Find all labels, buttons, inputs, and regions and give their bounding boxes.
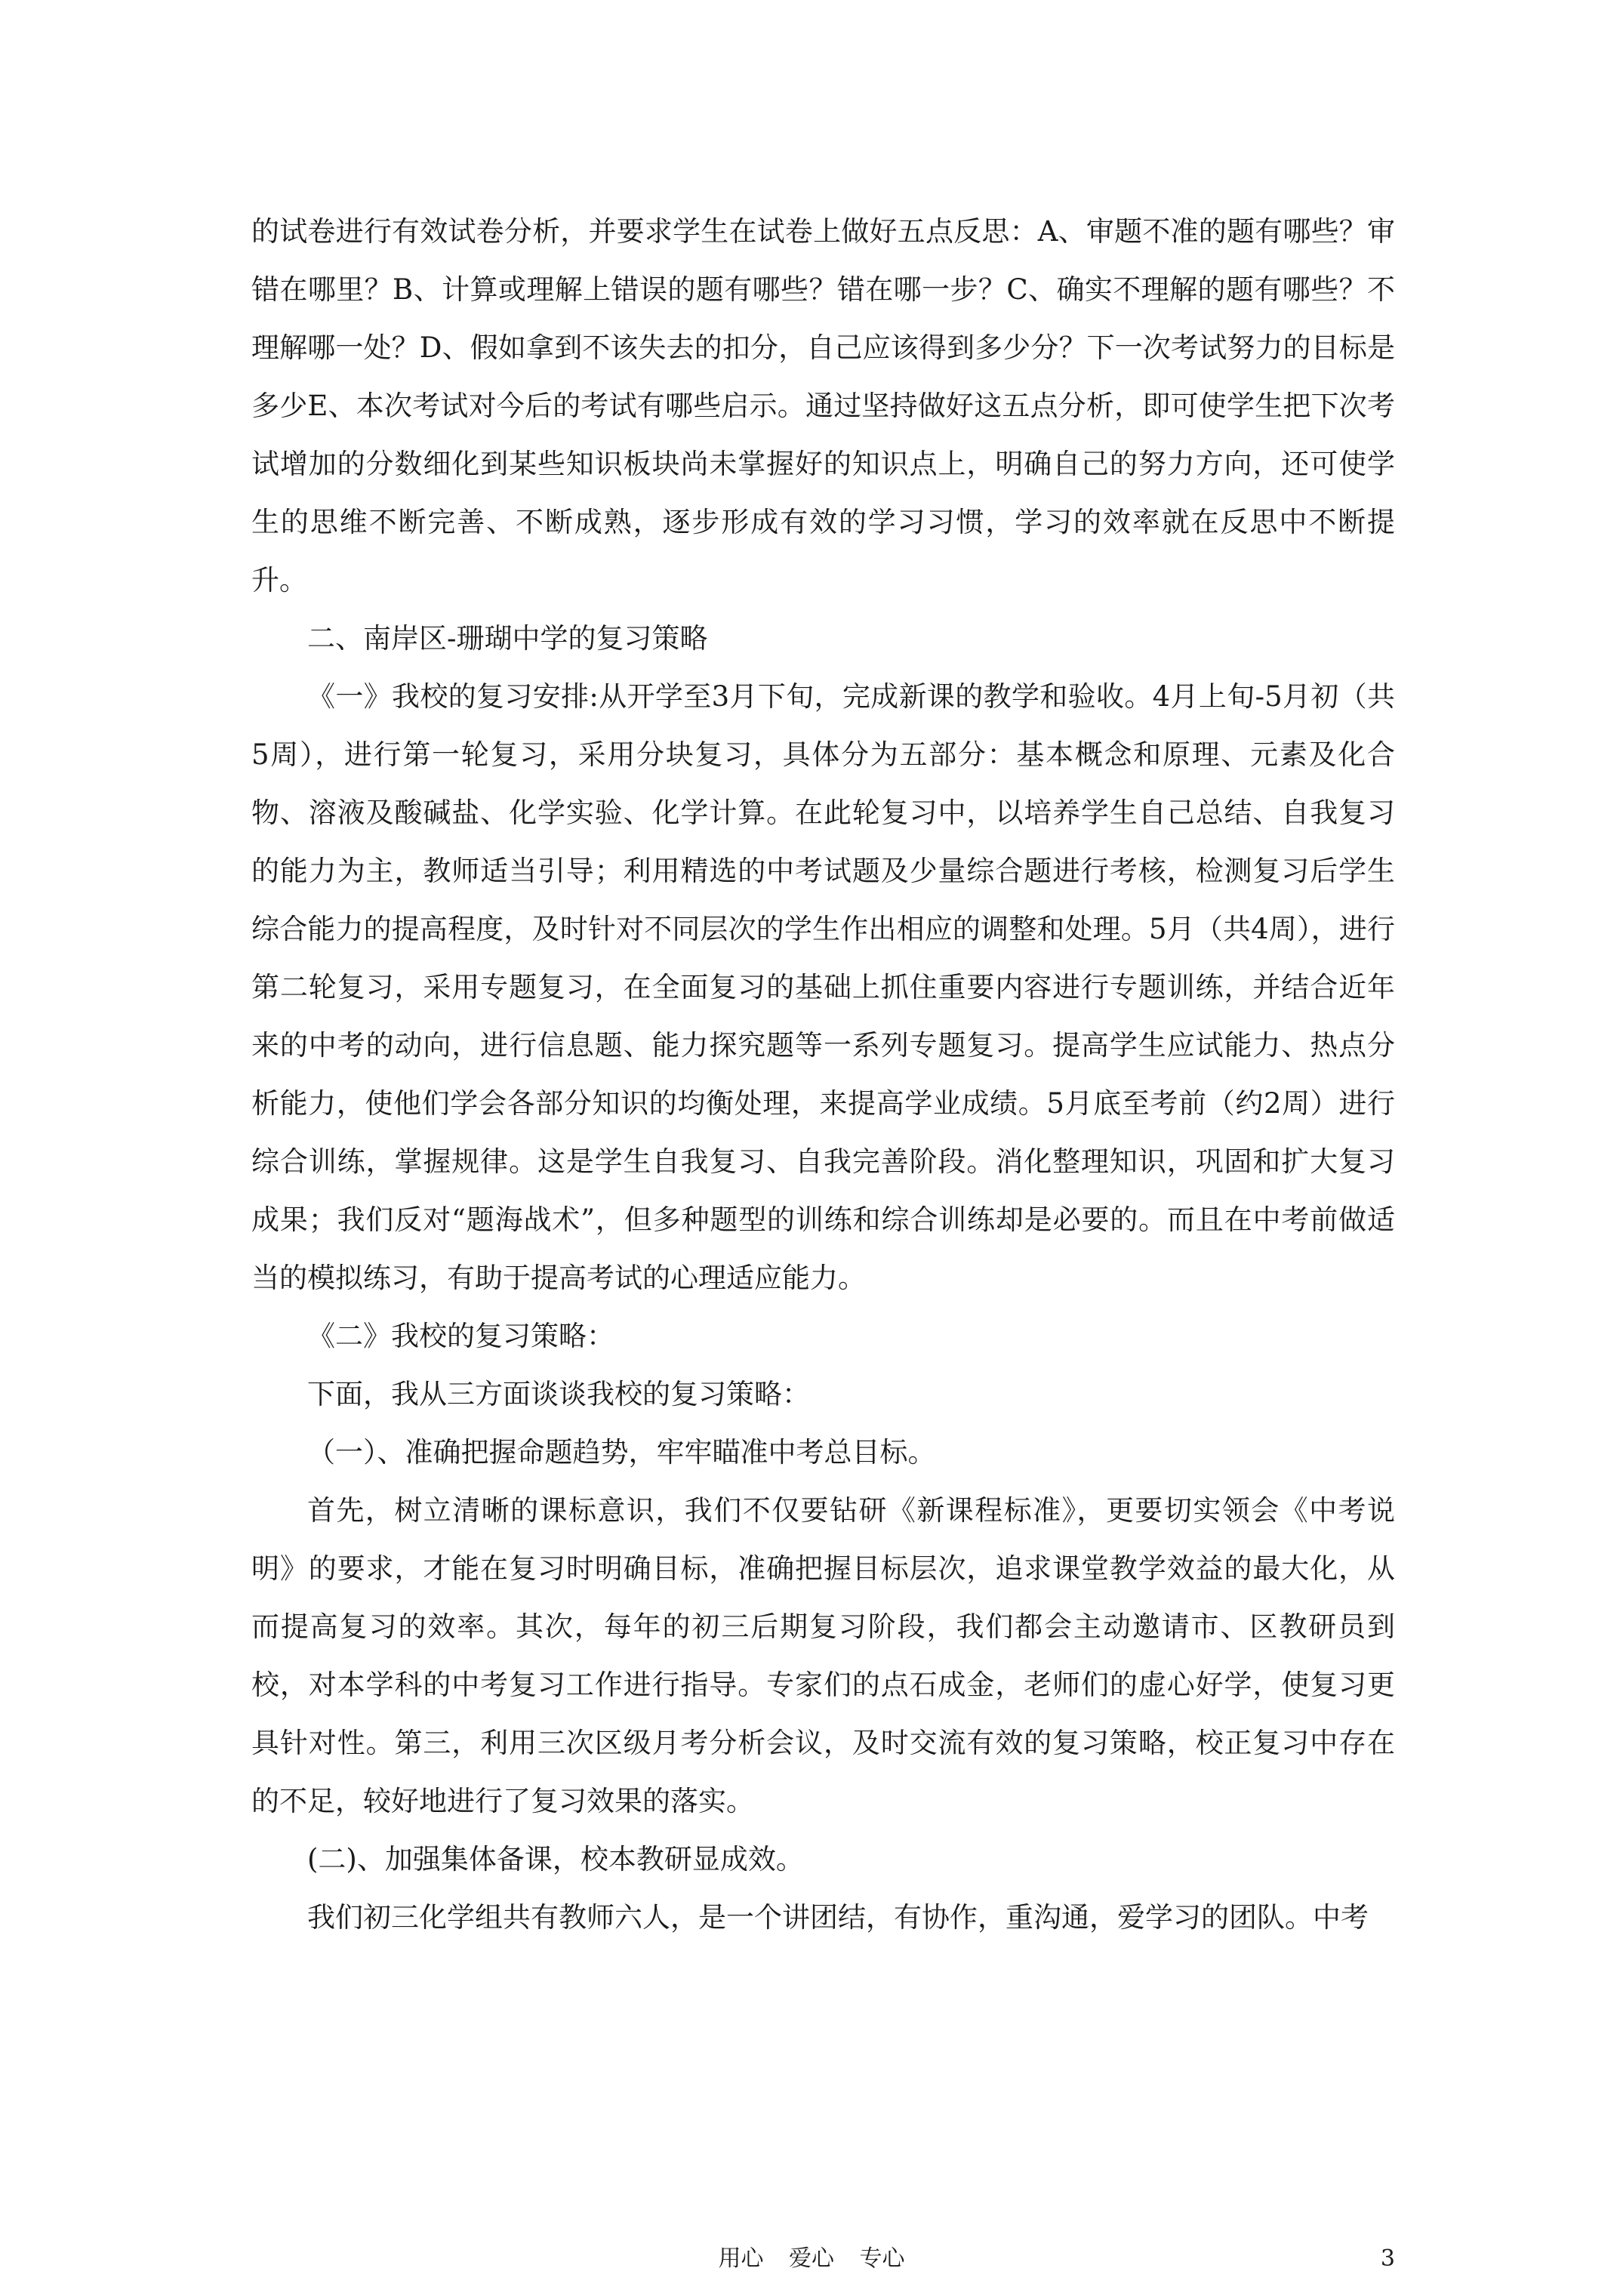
subsection-heading: (二)、加强集体备课，校本教研显成效。 [307,1843,804,1875]
paragraph-continuation: 的试卷进行有效试卷分析，并要求学生在试卷上做好五点反思：A、审题不准的题有哪些？审错在哪里？B、计算或理解上错误的题有哪些？错在哪一步？C、确实不理解的题有哪些？不理解哪一处？D、假如拿到不该失去的扣分，自己应该得到多少分？下一次考试努力的目标是多少E、本次考试对今后的考试有哪些启示。通过坚持做好这五点分析，即可使学生把下次考试增加的分数细化到某些知识板块尚未掌握好的知识点上，明确自己的努力方向，还可使学生的思维不断完善、不断成熟，逐步形成有效的学习习惯，学习的效率就在反思中不断提升。 [251,215,1395,596]
page-number: 3 [1380,2245,1395,2272]
paragraph-team: 我们初三化学组共有教师六人，是一个讲团结，有协作，重沟通，爱学习的团队。中考 [307,1901,1369,1934]
document-body [251,202,1395,1946]
page-footer [0,2244,1623,2274]
paragraph-review-schedule: 《一》我校的复习安排:从开学至3月下旬，完成新课的教学和验收。4月上旬-5月初（共5周），进行第一轮复习，采用分块复习，具体分为五部分：基本概念和原理、元素及化合物、溶液及酸碱盐、化学实验、化学计算。在此轮复习中，以培养学生自己总结、自我复习的能力为主，教师适当引导；利用精选的中考试题及少量综合题进行考核，检测复习后学生综合能力的提高程度，及时针对不同层次的学生作出相应的调整和处理。5月（共4周），进行第二轮复习，采用专题复习，在全面复习的基础上抓住重要内容进行专题训练，并结合近年来的中考的动向，进行信息题、能力探究题等一系列专题复习。提高学生应试能力、热点分析能力，使他们学会各部分知识的均衡处理，来提高学业成绩。5月底至考前（约2周）进行综合训练，掌握规律。这是学生自我复习、自我完善阶段。消化整理知识，巩固和扩大复习成果；我们反对“题海战术”，但多种题型的训练和综合训练却是必要的。而且在中考前做适当的模拟练习，有助于提高考试的心理适应能力。 [251,680,1395,1294]
paragraph-intro: 下面，我从三方面谈谈我校的复习策略： [307,1378,810,1410]
section-heading: 二、南岸区-珊瑚中学的复习策略 [307,622,708,655]
subsection-heading: 《二》我校的复习策略： [307,1320,614,1352]
subsection-heading: （一）、准确把握命题趋势，牢牢瞄准中考总目标。 [307,1436,936,1469]
footer-slogan: 用心 爱心 专心 [718,2245,905,2272]
paragraph-goal: 首先，树立清晰的课标意识，我们不仅要钻研《新课程标准》，更要切实领会《中考说明》的要求，才能在复习时明确目标，准确把握目标层次，追求课堂教学效益的最大化，从而提高复习的效率。其次，每年的初三后期复习阶段，我们都会主动邀请市、区教研员到校，对本学科的中考复习工作进行指导。专家们的点石成金，老师们的虚心好学，使复习更具针对性。第三，利用三次区级月考分析会议，及时交流有效的复习策略，校正复习中存在的不足，较好地进行了复习效果的落实。 [251,1494,1395,1817]
